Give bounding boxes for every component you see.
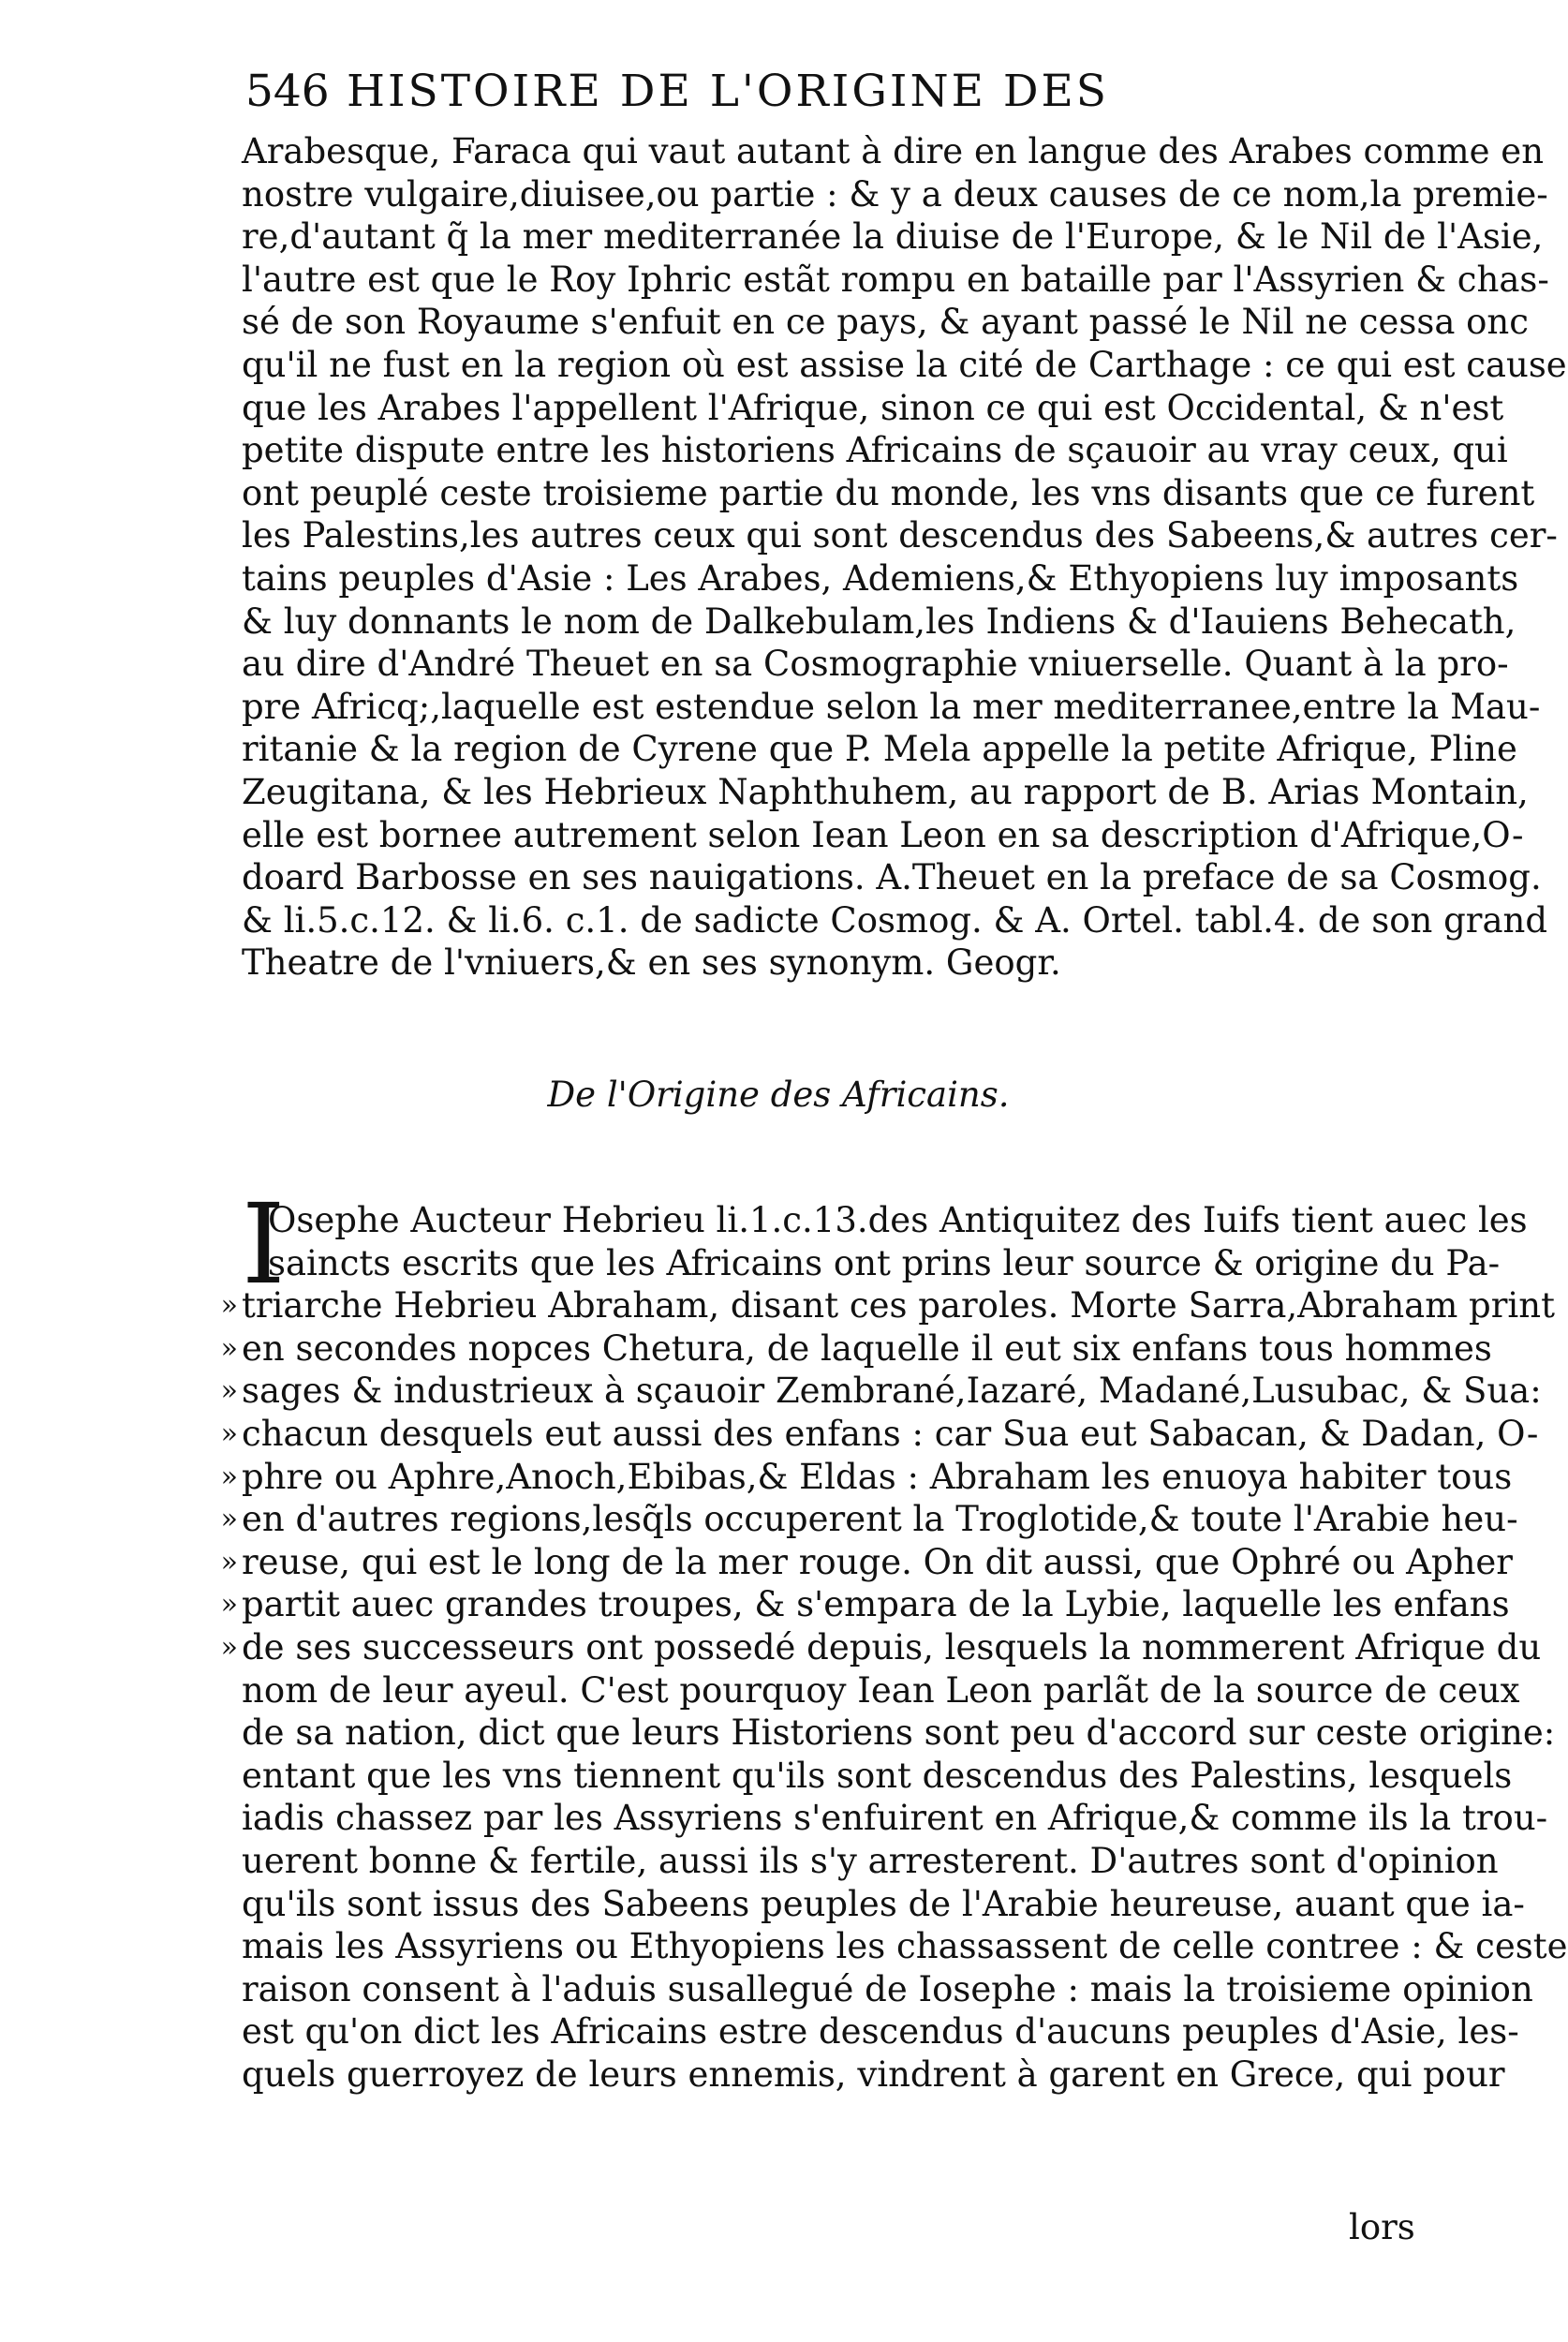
text-line: qu'ils sont issus des Sabeens peuples de l'Arabie heureuse, auant que ia-: [242, 1883, 1525, 1924]
text-line: & luy donnants le nom de Dalkebulam,les Indiens & d'Iauiens Behecath,: [242, 600, 1516, 642]
text-line-row: [242, 2053, 1505, 2097]
text-line: en d'autres regions,lesq̃ls occuperent la Troglotide,& toute l'Arabie heu-: [242, 1499, 1518, 1540]
text-line: de ses successeurs ont possedé depuis, lesquels la nommerent Afrique du: [242, 1626, 1542, 1668]
text-line: saincts escrits que les Africains ont prins leur source & origine du Pa-: [268, 1242, 1501, 1283]
text-line: Osephe Aucteur Hebrieu li.1.c.13.des Antiquitez des Iuifs tient auec les: [268, 1200, 1528, 1240]
text-line: sé de son Royaume s'enfuit en ce pays, & ayant passé le Nil ne cessa onc: [242, 302, 1529, 343]
drop-cap: I: [242, 1179, 286, 1309]
text-line: partit auec grandes troupes, & s'empara de la Lybie, laquelle les enfans: [242, 1584, 1510, 1625]
quote-mark: »: [220, 1545, 238, 1579]
text-line: au dire d'André Theuet en sa Cosmographie vniuerselle. Quant à la pro-: [242, 644, 1509, 685]
text-line: re,d'autant q̃ la mer mediterranée la diuise de l'Europe, & le Nil de l'Asie,: [242, 216, 1544, 258]
text-line: de sa nation, dict que leurs Historiens sont peu d'accord sur ceste origine:: [242, 1712, 1556, 1754]
quote-mark: »: [220, 1289, 238, 1323]
text-line: les Palestins,les autres ceux qui sont descendus des Sabeens,& autres cer-: [242, 515, 1558, 556]
text-line: tains peuples d'Asie : Les Arabes, Ademiens,& Ethyopiens luy imposants: [242, 557, 1519, 599]
text-line-row: [242, 1797, 1548, 1840]
text-line: reuse, qui est le long de la mer rouge. On dit aussi, que Ophré ou Apher: [242, 1541, 1513, 1582]
paragraph-continued: [242, 130, 1567, 985]
running-title: HISTOIRE DE L'ORIGINE DES: [346, 66, 1110, 117]
text-line: Theatre de l'vniuers,& en ses synonym. Geogr.: [242, 942, 1061, 984]
text-line-row: [242, 1883, 1525, 1926]
quote-mark: »: [220, 1630, 238, 1664]
quote-mark: »: [220, 1503, 238, 1536]
paragraph-origin: [220, 1179, 1568, 2096]
text-line-row: [220, 1498, 1518, 1541]
text-line-row: [242, 1199, 1528, 1242]
text-line: & li.5.c.12. & li.6. c.1. de sadicte Cosmog. & A. Ortel. tabl.4. de son grand: [242, 899, 1548, 941]
text-line: petite dispute entre les historiens Africains de sçauoir au vray ceux, qui: [242, 430, 1508, 471]
text-line-row: [242, 1755, 1513, 1798]
text-line: en secondes nopces Chetura, de laquelle il eut six enfans tous hommes: [242, 1327, 1492, 1369]
text-line: uerent bonne & fertile, aussi ils s'y arresterent. D'autres sont d'opinion: [242, 1840, 1499, 1881]
text-line: pre Africq;,laquelle est estendue selon la mer mediterranee,entre la Mau-: [242, 686, 1541, 727]
text-line-row: [242, 1242, 1501, 1285]
text-line: quels guerroyez de leurs ennemis, vindrent à garent en Grece, qui pour: [242, 2053, 1505, 2095]
text-line: l'autre est que le Roy Iphric estãt rompu en bataille par l'Assyrien & chas-: [242, 259, 1549, 300]
text-line-row: [242, 1968, 1533, 2011]
text-line-row: [220, 1370, 1542, 1413]
text-line: doard Barbosse en ses nauigations. A.Theuet en la preface de sa Cosmog.: [242, 857, 1542, 898]
text-line-row: [220, 1284, 1555, 1327]
text-line: nostre vulgaire,diuisee,ou partie : & y a deux causes de ce nom,la premie-: [242, 173, 1548, 215]
text-line-row: [220, 1413, 1539, 1456]
text-line: entant que les vns tiennent qu'ils sont descendus des Palestins, lesquels: [242, 1755, 1513, 1796]
page-number: 546: [245, 66, 330, 117]
text-line: ont peuplé ceste troisieme partie du monde, les vns disants que ce furent: [242, 472, 1535, 513]
text-line-row: [220, 1583, 1510, 1626]
text-line: chacun desquels eut aussi des enfans : car Sua eut Sabacan, & Dadan, O-: [242, 1413, 1539, 1454]
text-line-row: [220, 1541, 1513, 1584]
text-line: ritanie & la region de Cyrene que P. Mela appelle la petite Afrique, Pline: [242, 729, 1517, 770]
text-line: triarche Hebrieu Abraham, disant ces paroles. Morte Sarra,Abraham print: [242, 1285, 1555, 1327]
text-line: raison consent à l'aduis susallegué de Iosephe : mais la troisieme opinion: [242, 1968, 1533, 2009]
quote-mark: »: [220, 1331, 238, 1365]
text-line-row: [242, 1840, 1499, 1883]
text-line: qu'il ne fust en la region où est assise la cité de Carthage : ce qui est cause: [242, 344, 1567, 385]
text-line-row: [242, 1712, 1556, 1755]
text-line: iadis chassez par les Assyriens s'enfuirent en Afrique,& comme ils la trou-: [242, 1798, 1548, 1839]
text-line-row: [242, 1925, 1568, 1968]
running-header: [245, 66, 1332, 117]
quote-mark: »: [220, 1374, 238, 1408]
catchword: lors: [1349, 2207, 1415, 2247]
text-line: elle est bornee autrement selon Iean Leon en sa description d'Afrique,O-: [242, 814, 1524, 855]
text-line: mais les Assyriens ou Ethyopiens les chassassent de celle contree : & ceste: [242, 1926, 1568, 1967]
section-heading: De l'Origine des Africains.: [547, 1075, 1010, 1115]
text-line: Arabesque, Faraca qui vaut autant à dire en langue des Arabes comme en: [242, 131, 1545, 171]
quote-mark: »: [220, 1460, 238, 1493]
quote-mark: »: [220, 1416, 238, 1450]
text-line: que les Arabes l'appellent l'Afrique, sinon ce qui est Occidental, & n'est: [242, 387, 1504, 428]
text-line-row: [242, 2010, 1519, 2053]
text-line: sages & industrieux à sçauoir Zembrané,Iazaré, Madané,Lusubac, & Sua:: [242, 1371, 1542, 1412]
text-line-row: [220, 1456, 1513, 1499]
text-line: nom de leur ayeul. C'est pourquoy Iean Leon parlãt de la source de ceux: [242, 1669, 1520, 1711]
text-line: Zeugitana, & les Hebrieux Naphthuhem, au rapport de B. Arias Montain,: [242, 771, 1529, 812]
quote-mark: »: [220, 1588, 238, 1622]
text-line-row: [242, 1669, 1520, 1712]
text-line-row: [220, 1626, 1542, 1669]
text-line: est qu'on dict les Africains estre descendus d'aucuns peuples d'Asie, les-: [242, 2011, 1519, 2053]
text-line: phre ou Aphre,Anoch,Ebibas,& Eldas : Abraham les enuoya habiter tous: [242, 1456, 1513, 1497]
text-line-row: [220, 1327, 1492, 1371]
